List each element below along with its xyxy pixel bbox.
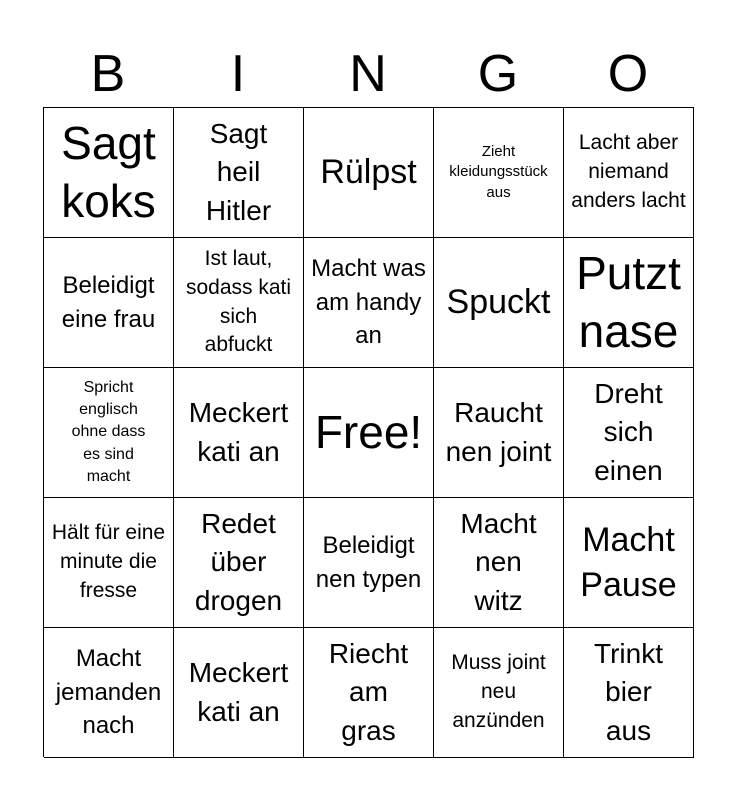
bingo-cell[interactable]: [304, 498, 434, 628]
bingo-cell[interactable]: [174, 498, 304, 628]
bingo-cell[interactable]: [304, 628, 434, 758]
bingo-cell[interactable]: [44, 108, 174, 238]
bingo-cell[interactable]: [434, 108, 564, 238]
header-letter-i: I: [230, 45, 246, 103]
cell-text: Lacht aber niemand anders lacht: [571, 131, 686, 212]
bingo-header: [43, 40, 693, 108]
header-letter-n: N: [349, 45, 387, 103]
header-letter-g: G: [477, 45, 519, 103]
cell-text: Macht Pause: [580, 521, 677, 604]
cell-text: Meckert kati an: [188, 396, 289, 467]
header-letter-o: O: [607, 45, 649, 103]
bingo-cell[interactable]: [304, 108, 434, 238]
bingo-cell[interactable]: [434, 238, 564, 368]
cell-text: Hält für eine minute die fresse: [51, 521, 166, 602]
cell-text: Riecht am gras: [328, 637, 409, 746]
cell-text: Sagt heil Hitler: [205, 117, 272, 226]
bingo-cell[interactable]: [174, 238, 304, 368]
cell-text: Zieht kleidungsstück aus: [449, 143, 548, 201]
cell-text: Redet über drogen: [194, 507, 283, 616]
header-letter-b: B: [90, 45, 126, 103]
bingo-cell[interactable]: [174, 108, 304, 238]
cell-text: Muss joint neu anzünden: [451, 651, 546, 732]
bingo-cell[interactable]: [44, 628, 174, 758]
cell-text: Free!: [314, 405, 423, 458]
cell-text: Macht nen witz: [460, 507, 537, 616]
cell-text: Meckert kati an: [188, 656, 289, 727]
cell-text: Rülpst: [320, 153, 417, 192]
cell-text: Ist laut, sodass kati sich abfuckt: [185, 246, 292, 357]
cell-text: Sagt koks: [61, 117, 156, 227]
bingo-cell[interactable]: [174, 628, 304, 758]
bingo-cell[interactable]: [564, 108, 694, 238]
bingo-cell[interactable]: [434, 628, 564, 758]
bingo-cell[interactable]: [44, 238, 174, 368]
bingo-cell[interactable]: [434, 368, 564, 498]
bingo-cell[interactable]: [564, 368, 694, 498]
cell-text: Beleidigt eine frau: [61, 271, 156, 333]
cell-text: Macht was am handy an: [311, 255, 426, 350]
bingo-board: [43, 107, 694, 757]
cell-text: Raucht nen joint: [445, 396, 552, 467]
cell-text: Trinkt bier aus: [594, 637, 663, 746]
cell-text: Putzt nase: [576, 247, 681, 357]
bingo-cell[interactable]: [564, 498, 694, 628]
cell-text: Dreht sich einen: [594, 377, 663, 486]
bingo-cell[interactable]: [434, 498, 564, 628]
cell-text: Beleidigt nen typen: [315, 531, 422, 593]
bingo-cell[interactable]: [564, 628, 694, 758]
cell-text: Macht jemanden nach: [55, 645, 162, 740]
cell-text: Spricht englisch ohne dass es sind macht: [71, 378, 146, 486]
bingo-cell[interactable]: [44, 498, 174, 628]
bingo-cell[interactable]: [564, 238, 694, 368]
bingo-cell[interactable]: [174, 368, 304, 498]
bingo-cell[interactable]: [44, 368, 174, 498]
bingo-cell[interactable]: [304, 368, 434, 498]
bingo-cell[interactable]: [304, 238, 434, 368]
cell-text: Spuckt: [446, 283, 551, 322]
